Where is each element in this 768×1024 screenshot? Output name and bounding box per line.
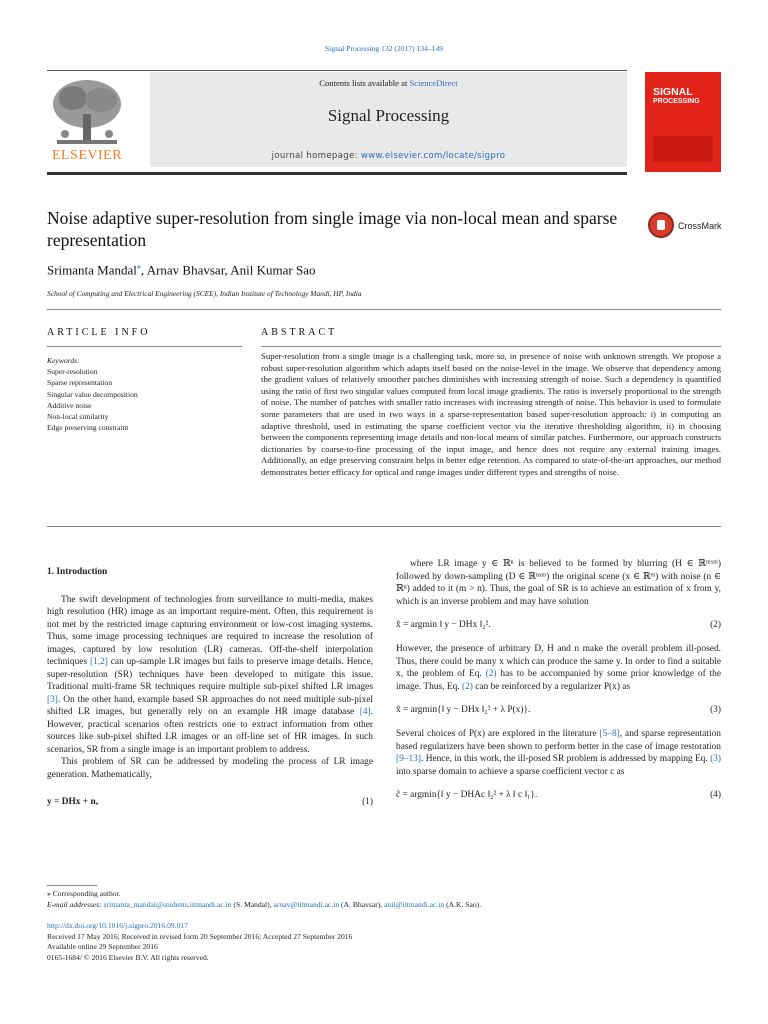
header-rule-top [47, 70, 627, 71]
left-column [47, 566, 373, 820]
crossmark-label: CrossMark [678, 221, 722, 231]
section-heading: 1. Introduction [47, 567, 108, 577]
corresponding-mark[interactable]: ⁎ [136, 262, 141, 271]
keyword: Singular value decomposition [47, 389, 138, 399]
sciencedirect-link[interactable]: ScienceDirect [409, 78, 458, 88]
corresponding-author-note: ⁎ Corresponding author. [47, 889, 121, 898]
equation-3 [396, 703, 721, 718]
keyword: Non-local similarity [47, 412, 109, 422]
received-dates: Received 17 May 2016; Received in revised form 20 September 2016; Accepted 27 September 2016 [47, 931, 353, 941]
equation-body: ĉ = argmin{‖ y − DHAc ‖₂² + λ ‖ c ‖₁}. [396, 790, 538, 801]
equation-1 [47, 795, 373, 810]
abstract-text: Super-resolution from a single image is a challenging task, more so, in presence of noise with unknown strength. We propose a robust super-resolution algorithm which adapts itself based on the noise-level in the image. We observe that dependency among the gradient values of relatively smoother patches diminishes with increasing strength of noise. Such a dependency is quantified using the ratio of first two singular values computed from local image gradients. The ratio is inversely proportional to the strength of noise. The number of patches with smaller ratio increases with increasing strength of noise. This behavior is used to formulate some parameters that are used in two ways in a sparse-representation based super-resolution approach: i) in computing an adaptive threshold, used in estimating the sparse coefficient vector via the iterative thresholding algorithm, ii) in choosing between the components representing image details and non-local means of similar patches. Furthermore, our approach constructs dictionaries by coarse-to-fine processing of the input image, and hence does not require any external training images. Additionally, an edge preserving constraint helps in better edge retention. As compared to state-of-the-art approaches, our method demonstrates better efficacy for optical and range images under different types and strengths of noise. [261, 351, 721, 477]
footnote-rule [47, 885, 97, 886]
equation-body: x̂ = argmin ‖ y − DHx ‖₂². [396, 620, 491, 631]
equation-body: y = DHx + n, [47, 797, 99, 808]
header-rule-bottom [47, 172, 627, 175]
affiliation: School of Computing and Electrical Engineering (SCEE), Indian Institute of Technology Mandi, HP, India [47, 289, 362, 298]
footnotes [47, 889, 721, 910]
equation-number: (1) [362, 797, 373, 808]
publication-info [47, 921, 721, 963]
journal-name: Signal Processing [327, 106, 450, 125]
citation-link[interactable]: [4] [359, 707, 371, 717]
cover-subtitle: PROCESSING [653, 98, 700, 105]
email-link[interactable]: arnav@iitmandi.ac.in [273, 899, 340, 909]
equation-body: x̂ = argmin{‖ y − DHx ‖₂² + λ P(x)}. [396, 705, 531, 716]
crossmark-icon [648, 212, 674, 238]
author-list [47, 262, 316, 278]
citation-link[interactable]: [1,2] [89, 657, 108, 667]
keyword: Super-resolution [47, 367, 98, 377]
paragraph: Several choices of P(x) are explored in the literature [5–8], and sparse representation based regularizers have been shown to perform better in the case of image restoration [9–13]. Hence, in this work, the ill-posed SR problem is addressed by mapping Eq. (3) into sparse domain to achieve a sparse coefficient vector c as [396, 729, 721, 777]
keyword: Additive noise [47, 400, 92, 410]
copyright: 0165-1684/ © 2016 Elsevier B.V. All rights reserved. [47, 952, 209, 962]
equation-link[interactable]: (3) [710, 754, 721, 764]
keyword: Sparse representation [47, 378, 113, 388]
equation-link[interactable]: (2) [461, 681, 473, 692]
paragraph: The swift development of technologies from surveillance to multi-media, makes high resolution (HR) image as an important require-ment. Often, this requirement is not met by the restricted image capturing environment or low-cost imaging systems. Thus, some image processing techniques are required to increase the resolution of images, captured by low resolution (LR) cameras. Off-the-shelf interpolation techniques [1,2] can up-sample LR images but fails to preserve image details. Hence, super-resolution (SR) techniques have been developed to mitigate this issue. Traditional multi-frame SR techniques require multiple sub-pixel shifted LR images [3]. On the other hand, example based SR approaches do not need multiple sub-pixel shifted LR images, but generally rely on an example HR image database [4]. However, practical scenarios often restricts one to extract information from other sources like sub-pixel shifted LR images or an off-line set of HR images. In such scenarios, SR from a single image is an important problem to address. [47, 594, 373, 755]
equation-4 [396, 788, 721, 803]
paragraph: where LR image y ∈ ℝⁿ is believed to be formed by blurring (H ∈ ℝᵐˣᵐ) followed by down-sampling (D ∈ ℝⁿˣᵐ) the original scene (x ∈ ℝᵐ) with noise (n ∈ ℝⁿ) added to it (m > n). Thus, the goal of SR is to achieve an estimation of x from y, which is an inverse problem and may have solution [396, 559, 721, 607]
contents-line [150, 78, 627, 88]
citation-link[interactable]: [3] [47, 694, 58, 705]
doi-link[interactable]: http://dx.doi.org/10.1016/j.sigpro.2016.09.017 [47, 921, 188, 930]
contents-prefix: Contents lists available at [319, 78, 410, 88]
divider [261, 346, 721, 347]
divider [47, 526, 721, 527]
cover-image [653, 136, 713, 162]
email-addresses: E-mail addresses: srimanta_mandal@students.iitmandi.ac.in (S. Mandal), arnav@iitmandi.ac.in (A. Bhavsar), anil@iitmandi.ac.in (A.K. Sao). [47, 899, 482, 909]
equation-number: (4) [710, 790, 721, 801]
divider [47, 309, 721, 310]
divider [47, 346, 242, 347]
paragraph: This problem of SR can be addressed by modeling the process of LR image generation. Mathematically, [47, 757, 373, 780]
email-link[interactable]: anil@iitmandi.ac.in [384, 899, 445, 909]
article-title: Noise adaptive super-resolution from single image via non-local mean and sparse representation [47, 208, 618, 250]
keyword: Edge preserving constraint [47, 423, 129, 433]
homepage-prefix: journal homepage: [271, 151, 361, 161]
citation-link[interactable]: [5–8] [599, 729, 620, 739]
keywords-block [47, 355, 242, 433]
other-authors: , Arnav Bhavsar, Anil Kumar Sao [140, 262, 316, 278]
journal-homepage [150, 151, 627, 161]
citation-link[interactable]: [9–13] [396, 754, 421, 764]
publisher-wordmark: ELSEVIER [51, 148, 123, 163]
paragraph: However, the presence of arbitrary D, H and n make the overall problem ill-posed. Thus, there could be many x which can produce the same y. In order to find a suitable x, the problem of Eq. (2) has to be accompanied by some prior knowledge of the image. Thus, Eq. (2) can be reinforced by a regularizer P(x) as [396, 644, 721, 692]
equation-number: (3) [710, 705, 721, 716]
equation-number: (2) [710, 620, 721, 631]
online-date: Available online 29 September 2016 [47, 942, 158, 951]
author-1[interactable]: Srimanta Mandal [47, 262, 137, 278]
equation-2 [396, 618, 721, 633]
equation-link[interactable]: (2) [485, 669, 497, 679]
journal-citation[interactable]: Signal Processing 132 (2017) 134–149 [324, 44, 444, 53]
journal-cover [645, 72, 721, 172]
article-info-heading: ARTICLE INFO [47, 327, 151, 338]
homepage-link[interactable]: www.elsevier.com/locate/sigpro [360, 151, 506, 161]
crossmark-badge[interactable] [648, 212, 724, 242]
abstract-heading: ABSTRACT [261, 327, 338, 338]
keywords-label: Keywords: [47, 356, 80, 365]
right-column [396, 558, 721, 813]
email-link[interactable]: srimanta_mandal@students.iitmandi.ac.in [103, 899, 232, 909]
cover-title: SIGNAL [653, 86, 693, 98]
